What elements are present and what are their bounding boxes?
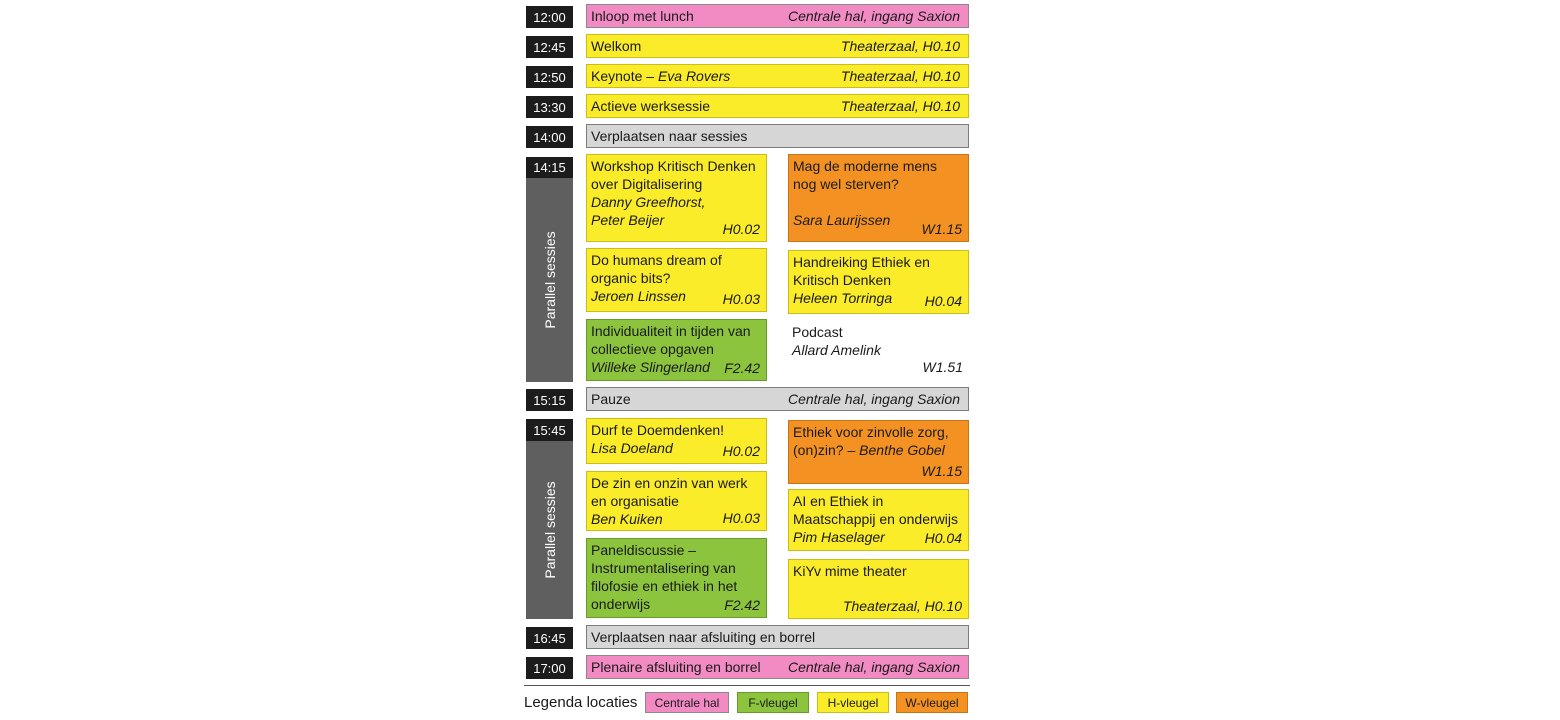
- session-card: [586, 538, 767, 618]
- legend-divider: [524, 685, 970, 686]
- session-title-line: collectieve opgaven: [591, 341, 714, 357]
- session-title: [591, 68, 730, 84]
- time-label: 16:45: [526, 627, 573, 649]
- session-room: F2.42: [724, 360, 760, 376]
- session-card: [788, 489, 969, 551]
- schedule-row-lunch: [586, 4, 969, 28]
- schedule-row-keynote: [586, 64, 969, 88]
- session-title: Plenaire afsluiting en borrel: [591, 659, 761, 675]
- session-speaker: Lisa Doeland: [591, 440, 673, 456]
- schedule-row-verplaatsen: [586, 124, 969, 148]
- session-title-line: en organisatie: [591, 493, 679, 509]
- session-title: Actieve werksessie: [591, 98, 711, 114]
- session-card: [788, 321, 969, 379]
- session-title-line: De zin en onzin van werk: [591, 475, 748, 491]
- legend-item-centrale-hal: Centrale hal: [645, 692, 729, 713]
- session-title: Verplaatsen naar sessies: [591, 128, 748, 144]
- time-label: 12:50: [526, 66, 573, 88]
- session-title-line: Ethiek voor zinvolle zorg,: [793, 424, 949, 440]
- session-room: W1.51: [922, 359, 963, 375]
- session-title-line: over Digitalisering: [591, 176, 703, 192]
- time-label: 13:30: [526, 96, 573, 118]
- session-speaker: Sara Laurijssen: [793, 212, 891, 228]
- session-card: [586, 418, 767, 464]
- legend-item-f-vleugel: F-vleugel: [737, 692, 809, 713]
- time-label: 17:00: [526, 657, 573, 679]
- session-card: [586, 154, 767, 242]
- session-room: Theaterzaal, H0.10: [842, 598, 962, 614]
- session-title-line: (on)zin? –: [793, 442, 860, 458]
- session-speaker: Willeke Slingerland: [591, 359, 710, 375]
- schedule-row-pauze: [586, 387, 969, 411]
- session-speaker: Danny Greefhorst,: [591, 194, 706, 210]
- session-room: F2.42: [724, 597, 760, 613]
- session-card: [586, 319, 767, 381]
- session-title: Welkom: [591, 38, 642, 54]
- session-room: H0.04: [924, 293, 962, 309]
- session-title-line: KiYv mime theater: [793, 563, 907, 579]
- session-title-line: Durf te Doemdenken!: [591, 422, 725, 438]
- time-label: 12:00: [526, 6, 573, 28]
- time-label: 14:00: [526, 126, 573, 148]
- schedule-row-verplaatsen-afsluiting: [586, 625, 969, 649]
- legend-title: Legenda locaties: [524, 693, 638, 711]
- session-card: [586, 248, 767, 312]
- session-location: Theaterzaal, H0.10: [840, 68, 960, 84]
- session-speaker: Ben Kuiken: [591, 511, 663, 527]
- schedule-row-werksessie: [586, 94, 969, 118]
- session-speaker: Peter Beijer: [591, 212, 665, 228]
- session-title: Inloop met lunch: [591, 8, 694, 24]
- session-location: Theaterzaal, H0.10: [840, 38, 960, 54]
- session-title-line: Individualiteit in tijden van: [591, 323, 751, 339]
- parallel-sessions-label: Parallel sessies: [541, 231, 558, 329]
- session-title-line: Do humans dream of: [591, 252, 722, 268]
- session-speaker: Pim Haselager: [793, 529, 885, 545]
- session-room: H0.04: [924, 530, 962, 546]
- session-room: H0.02: [722, 221, 760, 237]
- keynote-speaker: Eva Rovers: [657, 68, 731, 84]
- session-title-line: Handreiking Ethiek en: [793, 254, 930, 270]
- session-title-line: AI en Ethiek in: [793, 493, 884, 509]
- parallel-sessions-bar: [526, 441, 573, 619]
- legend-item-h-vleugel: H-vleugel: [817, 692, 889, 713]
- time-label: 15:45: [526, 419, 573, 441]
- session-speaker: Benthe Gobel: [859, 442, 945, 458]
- session-title-line: onderwijs: [591, 596, 651, 612]
- spacer: [793, 193, 964, 211]
- session-location: Centrale hal, ingang Saxion: [787, 391, 960, 407]
- parallel-sessions-bar: [526, 178, 573, 382]
- session-card: [788, 250, 969, 314]
- session-location: Theaterzaal, H0.10: [840, 98, 960, 114]
- session-title-line: Kritisch Denken: [793, 272, 892, 288]
- session-location: Centrale hal, ingang Saxion: [787, 659, 960, 675]
- session-title-line: Podcast: [792, 324, 843, 340]
- session-title-line: organic bits?: [591, 270, 671, 286]
- session-title-line: Maatschappij en onderwijs: [793, 511, 958, 527]
- session-title-line: nog wel sterven?: [793, 176, 899, 192]
- session-card: [788, 559, 969, 619]
- session-title: Verplaatsen naar afsluiting en borrel: [591, 629, 816, 645]
- session-room: H0.03: [722, 510, 760, 526]
- session-title: Pauze: [591, 391, 631, 407]
- session-speaker: Jeroen Linssen: [591, 288, 686, 304]
- session-room: W1.15: [921, 221, 962, 237]
- schedule-row-welkom: [586, 34, 969, 58]
- time-label: 12:45: [526, 36, 573, 58]
- time-label: 15:15: [526, 389, 573, 411]
- session-card: [788, 420, 969, 484]
- schedule-row-afsluiting: [586, 655, 969, 679]
- session-title-line: filofosie en ethiek in het: [591, 578, 738, 594]
- session-title-line: Workshop Kritisch Denken: [591, 158, 756, 174]
- session-card: [586, 471, 767, 531]
- session-room: W1.15: [921, 463, 962, 479]
- session-card: [788, 154, 969, 242]
- session-room: H0.02: [722, 443, 760, 459]
- session-title-line: Instrumentalisering van: [591, 560, 736, 576]
- keynote-prefix: Keynote –: [591, 68, 658, 84]
- legend-item-w-vleugel: W-vleugel: [896, 692, 968, 713]
- session-title-line: Paneldiscussie –: [591, 542, 697, 558]
- session-title-line: Mag de moderne mens: [793, 158, 937, 174]
- session-speaker: Allard Amelink: [792, 342, 881, 358]
- session-location: Centrale hal, ingang Saxion: [787, 8, 960, 24]
- session-speaker: Heleen Torringa: [793, 290, 893, 306]
- session-room: H0.03: [722, 291, 760, 307]
- time-label: 14:15: [526, 157, 573, 178]
- parallel-sessions-label: Parallel sessies: [541, 481, 558, 579]
